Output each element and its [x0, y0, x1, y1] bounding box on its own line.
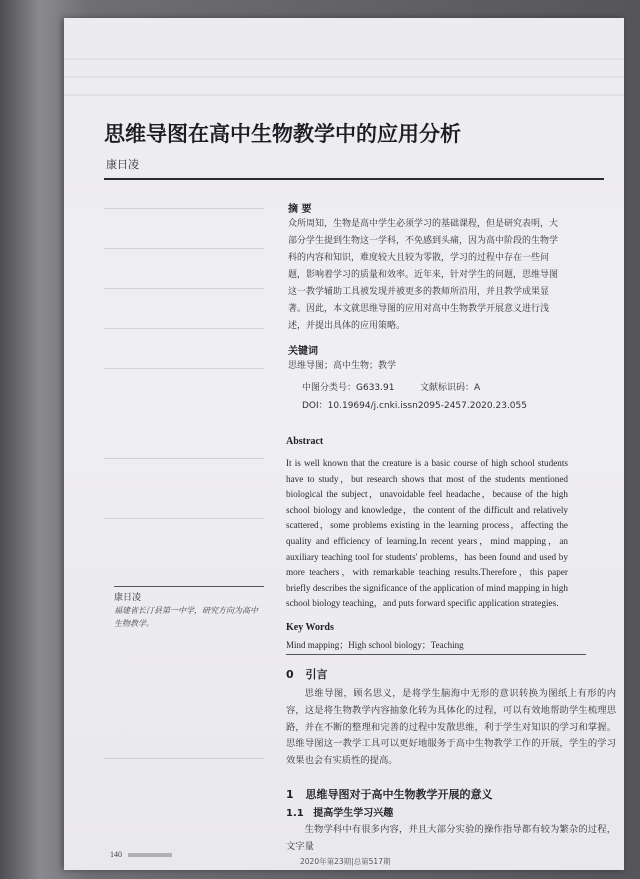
- bleed-line: [104, 518, 264, 519]
- section-title: 提高学生学习兴趣: [313, 808, 394, 819]
- page-number: 140: [110, 850, 122, 859]
- section-0-heading: [286, 666, 328, 682]
- document-code: 文献标识码：A: [420, 383, 481, 393]
- doi: DOI：10.19694/j.cnki.issn2095-2457.2020.23.055: [302, 401, 527, 411]
- abstract-en-text: It is well known that the creature is a basic course of high school students have to study，but research shows that most of the students mentioned biological the subject，unavoidable feel headache，because of the high school biology and knowledge，the content of the difficult and relatively scattered，some problems existing in the learning process，affecting the quality and efficiency of learning.In recent years，mind mapping，an auxiliary teaching tool for students' problems，has been found and used by more teachers，with remarkable teaching results.Therefore，this paper briefly describes the significance of the application of mind mapping in high school biology teaching，and puts forward specific application strategies.: [286, 458, 568, 609]
- bleed-line: [104, 458, 264, 459]
- author-bio-name: 康日凌: [114, 593, 142, 603]
- article-author: 康日凌: [106, 158, 139, 171]
- section-title: 思维导图对于高中生物教学开展的意义: [305, 788, 493, 801]
- section-1-1-heading: [286, 804, 393, 819]
- section-0-text: 思维导图，顾名思义，是将学生脑海中无形的意识转换为图纸上有形的内容，这是将生物教学内容抽象化转为具体化的过程，可以有效地帮助学生梳理思路，并在不断的整理和完善的过程中发散思维，利于学生对知识的学习和掌握。思维导图这一教学工具可以更好地服务于高中生物教学工作的开展，学生的学习效果也会有实质性的提高。: [286, 688, 616, 767]
- abstract-en-heading: Abstract: [286, 436, 324, 447]
- section-title: 引言: [305, 668, 328, 681]
- section-number: 0: [286, 668, 294, 681]
- bleed-line: [104, 758, 264, 759]
- bio-rule: [114, 586, 264, 587]
- bleed-line: [104, 208, 264, 209]
- title-rule: [104, 178, 604, 180]
- classification-number: 中图分类号：G633.91: [302, 383, 395, 393]
- bleed-line: [64, 94, 624, 96]
- author-bio-desc: 福建省长汀县第一中学，研究方向为高中生物教学。: [114, 606, 258, 628]
- bleed-line: [104, 328, 264, 329]
- article-title: 思维导图在高中生物教学中的应用分析: [104, 122, 461, 146]
- section-1-heading: [286, 786, 493, 802]
- bleed-line: [104, 248, 264, 249]
- keywords-en-heading: Key Words: [286, 622, 334, 633]
- section-number: 1: [286, 788, 294, 801]
- section-1-1-text: 生物学科中有很多内容，并且大部分实验的操作指导都有较为繁杂的过程，文字量: [286, 824, 616, 852]
- bleed-line: [64, 58, 624, 60]
- abstract-cn-text: 众所周知，生物是高中学生必须学习的基础课程，但是研究表明，大部分学生提到生物这一学科，不免感到头痛，因为高中阶段的生物学科的内容和知识，难度较大且较为零散，学习的过程中存在一些问题，影响着学习的质量和效率。近年来，针对学生的问题，思维导图这一教学辅助工具被发现并被更多的教师所沿用，并且教学成果显著。因此，本文就思维导图的应用对高中生物教学开展意义进行浅述，并提出具体的应用策略。: [288, 219, 559, 331]
- keywords-en: Mind mapping；High school biology；Teaching: [286, 640, 464, 650]
- page-number-bar: [128, 853, 172, 857]
- issue-footer: 2020年第23期|总第517期: [300, 857, 391, 866]
- bleed-line: [104, 288, 264, 289]
- abstract-bottom-rule: [286, 654, 586, 655]
- section-number: 1.1: [286, 808, 304, 819]
- keywords-cn: 思维导图；高中生物；教学: [288, 361, 397, 371]
- bleed-line: [64, 76, 624, 78]
- keywords-cn-heading: 关键词: [288, 346, 318, 357]
- bleed-line: [104, 368, 264, 369]
- abstract-cn-heading: 摘 要: [288, 204, 312, 215]
- journal-page: [64, 18, 624, 870]
